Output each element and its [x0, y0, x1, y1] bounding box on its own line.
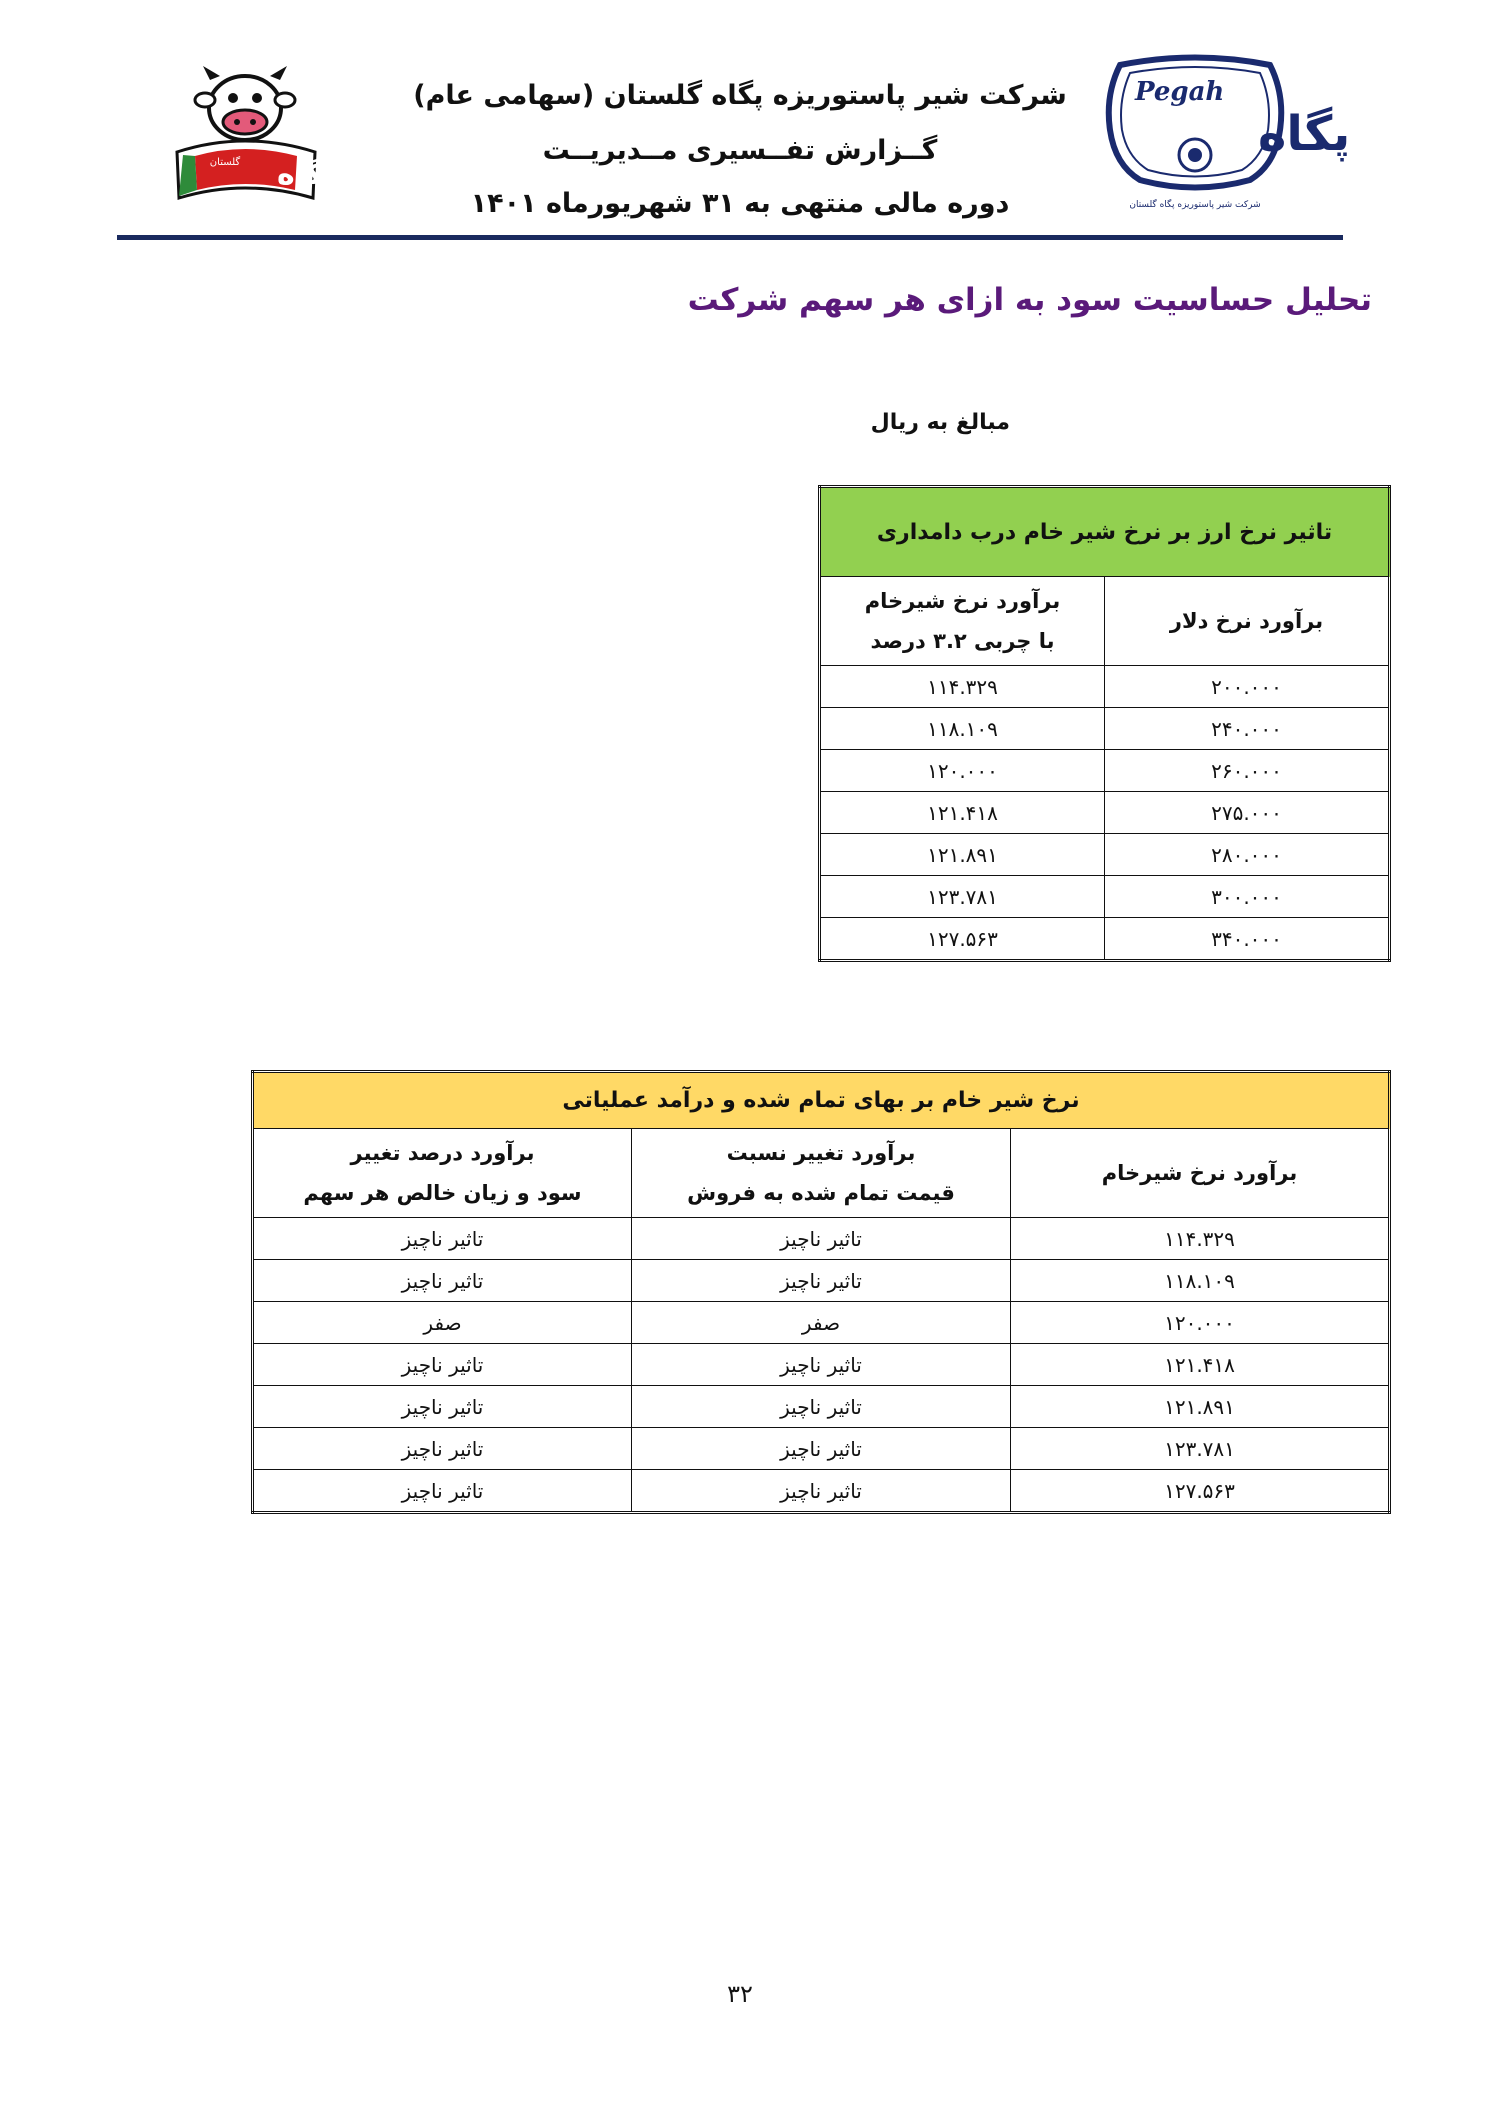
table2-cell-eps: صفر [253, 1302, 632, 1344]
table2-cell-milk: ۱۲۱.۴۱۸ [1011, 1344, 1390, 1386]
table2-cell-eps: تاثیر ناچیز [253, 1428, 632, 1470]
table1-title: تاثیر نرخ ارز بر نرخ شیر خام درب دامداری [820, 487, 1390, 577]
table1-cell-dollar: ۳۰۰.۰۰۰ [1105, 876, 1390, 918]
table-row [253, 1470, 1390, 1513]
table1-col-milk-line2: با چربی ۳.۲ درصد [870, 629, 1055, 653]
table2-cell-milk: ۱۲۷.۵۶۳ [1011, 1470, 1390, 1513]
table2-cell-cost: تاثیر ناچیز [632, 1260, 1011, 1302]
table1-col-milk-line1: برآورد نرخ شیرخام [864, 589, 1061, 613]
table2-cell-cost: تاثیر ناچیز [632, 1218, 1011, 1260]
table1-cell-dollar: ۲۶۰.۰۰۰ [1105, 750, 1390, 792]
table2-cell-milk: ۱۱۸.۱۰۹ [1011, 1260, 1390, 1302]
table2-cell-milk: ۱۱۴.۳۲۹ [1011, 1218, 1390, 1260]
section-title: تحلیل حساسیت سود به ازای هر سهم شرکت [687, 282, 1372, 318]
table2-cell-eps: تاثیر ناچیز [253, 1260, 632, 1302]
table1-cell-milk: ۱۲۰.۰۰۰ [820, 750, 1105, 792]
table1-cell-milk: ۱۱۸.۱۰۹ [820, 708, 1105, 750]
fx-impact-table [818, 485, 1391, 962]
logo-latin-text: Pegah [1135, 77, 1225, 107]
table2-col-cost-line2: قیمت تمام شده به فروش [687, 1181, 955, 1205]
table1-cell-dollar: ۲۴۰.۰۰۰ [1105, 708, 1390, 750]
table-row [820, 876, 1390, 918]
pegah-golestan-cow-logo [165, 60, 335, 210]
table1-cell-milk: ۱۲۱.۸۹۱ [820, 834, 1105, 876]
table-row [820, 708, 1390, 750]
header-rule [117, 235, 1343, 240]
table1-cell-dollar: ۲۷۵.۰۰۰ [1105, 792, 1390, 834]
table1-body [820, 666, 1390, 961]
table2-cell-milk: ۱۲۳.۷۸۱ [1011, 1428, 1390, 1470]
logo-brand-text: پگاه [1258, 106, 1351, 162]
report-period: دوره مالی منتهی به ۳۱ شهریورماه ۱۴۰۱ [470, 188, 1010, 219]
table2-cell-cost: تاثیر ناچیز [632, 1344, 1011, 1386]
table1-cell-milk: ۱۱۴.۳۲۹ [820, 666, 1105, 708]
table2-col-eps [253, 1129, 632, 1218]
table2-col-eps-line1: برآورد درصد تغییر [350, 1141, 535, 1165]
table1-cell-dollar: ۲۸۰.۰۰۰ [1105, 834, 1390, 876]
report-title: گــزارش تفــسیری مــدیریــت [542, 135, 938, 166]
table1-cell-milk: ۱۲۳.۷۸۱ [820, 876, 1105, 918]
table-row [253, 1218, 1390, 1260]
table-row [820, 792, 1390, 834]
table2-cell-milk: ۱۲۰.۰۰۰ [1011, 1302, 1390, 1344]
logo-left-small: گلستان [209, 157, 241, 168]
table2-body [253, 1218, 1390, 1513]
table1-col-milk [820, 577, 1105, 666]
table-row [820, 918, 1390, 961]
table-row [820, 750, 1390, 792]
table2-cell-eps: تاثیر ناچیز [253, 1218, 632, 1260]
table2-cell-cost: صفر [632, 1302, 1011, 1344]
table2-title: نرخ شیر خام بر بهای تمام شده و درآمد عملیاتی [253, 1072, 1390, 1129]
table-row [253, 1302, 1390, 1344]
table2-cell-milk: ۱۲۱.۸۹۱ [1011, 1386, 1390, 1428]
table-row [253, 1386, 1390, 1428]
page-number: ۳۲ [727, 1980, 753, 2008]
table1-cell-dollar: ۳۴۰.۰۰۰ [1105, 918, 1390, 961]
table2-col-eps-line2: سود و زیان خالص هر سهم [303, 1181, 582, 1205]
company-name: شرکت شیر پاستوریزه پگاه گلستان (سهامی عام) [413, 80, 1067, 111]
table-row [253, 1344, 1390, 1386]
table2-cell-cost: تاثیر ناچیز [632, 1470, 1011, 1513]
table2-cell-eps: تاثیر ناچیز [253, 1470, 632, 1513]
unit-note: مبالغ به ریال [870, 410, 1010, 435]
table2-cell-cost: تاثیر ناچیز [632, 1428, 1011, 1470]
table2-cell-cost: تاثیر ناچیز [632, 1386, 1011, 1428]
table1-cell-milk: ۱۲۷.۵۶۳ [820, 918, 1105, 961]
logo-caption: شرکت شیر پاستوریزه پگاه گلستان [1129, 200, 1261, 210]
milk-price-impact-table [251, 1070, 1391, 1514]
logo-left-brand: پگاه [277, 157, 335, 192]
table2-col-milk: برآورد نرخ شیرخام [1011, 1129, 1390, 1218]
table2-cell-eps: تاثیر ناچیز [253, 1386, 632, 1428]
table-row [253, 1260, 1390, 1302]
table1-cell-dollar: ۲۰۰.۰۰۰ [1105, 666, 1390, 708]
table2-col-cost [632, 1129, 1011, 1218]
table-row [253, 1428, 1390, 1470]
table-row [820, 834, 1390, 876]
table-row [820, 666, 1390, 708]
table2-cell-eps: تاثیر ناچیز [253, 1344, 632, 1386]
table2-col-cost-line1: برآورد تغییر نسبت [726, 1141, 916, 1165]
table1-col-dollar: برآورد نرخ دلار [1105, 577, 1390, 666]
table1-cell-milk: ۱۲۱.۴۱۸ [820, 792, 1105, 834]
